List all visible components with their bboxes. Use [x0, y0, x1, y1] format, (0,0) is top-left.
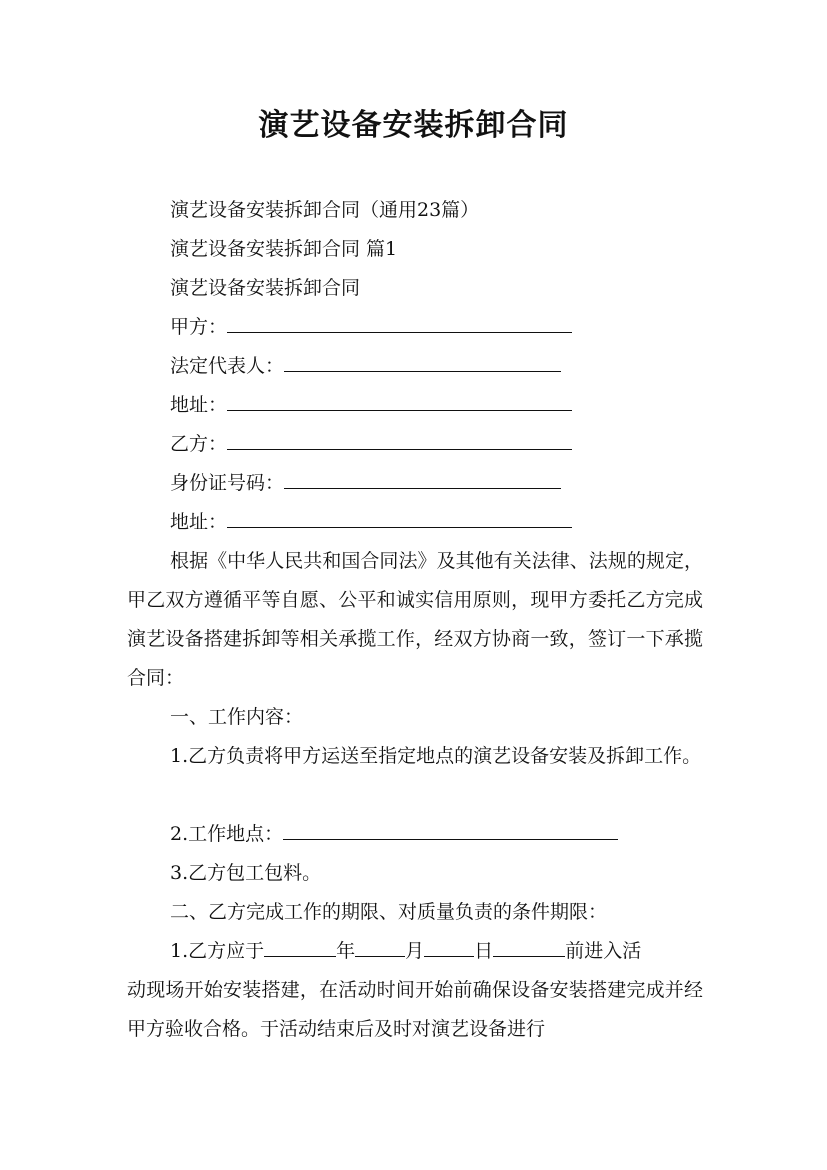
field-label: 地址： — [170, 511, 228, 533]
day-label: 日 — [474, 940, 494, 962]
item2-1-continuation: 动现场开始安装搭建，在活动时间开始前确保设备安装搭建完成并经甲方验收合格。于活动结束后及时对演艺设备进行 — [127, 979, 703, 1040]
paragraph-text: 根据《中华人民共和国合同法》及其他有关法律、法规的规定，甲乙双方遵循平等自愿、公平和诚实信用原则，现甲方委托乙方完成演艺设备搭建拆卸等相关承揽工作，经双方协商一致，签订一下承揽合同： — [127, 550, 703, 689]
subtitle-line: 演艺设备安装拆卸合同（通用23篇） — [170, 199, 480, 221]
fill-blank — [227, 509, 572, 528]
item1-2-work-location — [170, 820, 618, 848]
contract-name-line: 演艺设备安装拆卸合同 — [170, 277, 361, 299]
document-title: 演艺设备安装拆卸合同 — [258, 108, 569, 143]
field-label: 甲方： — [170, 316, 228, 338]
field-label: 地址： — [170, 394, 228, 416]
paragraph-text: 1.乙方应于 — [170, 940, 265, 962]
chapter-line: 演艺设备安装拆卸合同 篇1 — [170, 238, 398, 260]
field-party-a — [170, 313, 572, 341]
item2-1-date-line — [170, 937, 641, 965]
year-label: 年 — [336, 940, 356, 962]
section1-heading: 一、工作内容： — [170, 706, 304, 728]
field-label: 乙方： — [170, 433, 228, 455]
fill-blank — [227, 314, 572, 333]
basis-paragraph — [127, 542, 703, 698]
field-label: 2.工作地点： — [170, 823, 284, 845]
field-label: 身份证号码： — [170, 472, 285, 494]
field-address-a — [170, 391, 572, 419]
month-blank — [355, 938, 405, 957]
time-blank — [493, 938, 565, 957]
month-label: 月 — [405, 940, 425, 962]
day-blank — [424, 938, 474, 957]
fill-blank — [284, 470, 561, 489]
field-id-number — [170, 469, 561, 497]
field-legal-rep — [170, 352, 561, 380]
item1-3-line: 3.乙方包工包料。 — [170, 862, 322, 884]
field-label: 法定代表人： — [170, 355, 285, 377]
section2-heading: 二、乙方完成工作的期限、对质量负责的条件期限： — [170, 901, 608, 923]
fill-blank — [283, 821, 618, 840]
field-party-b — [170, 430, 572, 458]
fill-blank — [227, 431, 572, 450]
paragraph-text: 1.乙方负责将甲方运送至指定地点的演艺设备安装及拆卸工作。 — [170, 745, 702, 767]
fill-blank — [284, 353, 561, 372]
item1-1-paragraph — [127, 737, 703, 776]
field-address-b — [170, 508, 572, 536]
paragraph-text: 前进入活 — [565, 940, 642, 962]
fill-blank — [227, 392, 572, 411]
year-blank — [264, 938, 336, 957]
